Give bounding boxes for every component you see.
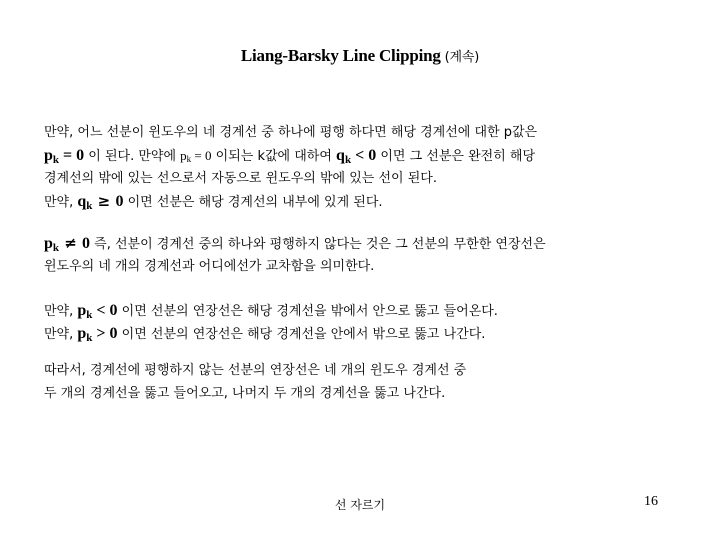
p1-line-2-text-a: 이 된다. 만약에 — [84, 149, 181, 164]
formula-pk-ne-0: $p_k \ne 0$ — [44, 234, 91, 254]
p3-line-1-text: 이면 선분의 연장선은 해당 경계선을 밖에서 안으로 뚫고 들어온다. — [117, 304, 498, 319]
p1-line-4-text-a: 만약, — [44, 195, 78, 210]
p1-line-4 — [44, 190, 684, 213]
p1-line-2-text-b: 이되는 k값에 대하여 — [211, 149, 337, 164]
p1-line-1: 만약, 어느 선분이 윈도우의 네 경계선 중 하나에 평행 하다면 해당 경계선에 대한 p값은 — [44, 125, 538, 140]
p3-line-2-text: 이면 선분의 연장선은 해당 경계선을 안에서 밖으로 뚫고 나간다. — [117, 327, 486, 342]
p1-line-3: 경계선의 밖에 있는 선으로서 자동으로 윈도우의 밖에 있는 선이 된다. — [44, 171, 437, 186]
p4-line-2: 두 개의 경계선을 뚫고 들어오고, 나머지 두 개의 경계선을 뚫고 나간다. — [44, 386, 446, 401]
formula-qk-lt-0: $q_k < 0$ — [336, 147, 377, 166]
formula-qk-ge-0: $q_k \ge 0$ — [77, 192, 124, 212]
p3-line-2: 만약, $p_k > 0$ 이면 선분의 연장선은 해당 경계선을 안에서 밖으로 뚫고 나간다. — [44, 325, 486, 344]
paragraph-conclusion — [44, 359, 684, 405]
formula-pk-eq-0-inline: $p_k = 0$ — [180, 148, 212, 164]
formula-pk-eq-0: $p_k = 0$ — [44, 147, 85, 166]
p1-line-4-text-b: 이면 선분은 해당 경계선의 내부에 있게 된다. — [123, 195, 383, 210]
page-number: 16 — [644, 494, 658, 509]
p4-line-1: 따라서, 경계선에 평행하지 않는 선분의 연장선은 네 개의 윈도우 경계선 중 — [44, 363, 467, 378]
formula-pk-lt-0: $p_k < 0$ — [77, 302, 118, 321]
p1-line-2-text-c: 이면 그 선분은 완전히 해당 — [376, 149, 536, 164]
p2-line-1-text: 즉, 선분이 경계선 중의 하나와 평행하지 않다는 것은 그 선분의 무한한 연장선은 — [90, 237, 546, 252]
slide-title — [0, 46, 720, 66]
paragraph-nonparallel-case — [44, 232, 684, 278]
paragraph-direction-cases — [44, 299, 684, 345]
p2-line-1 — [44, 232, 684, 255]
p3-line-1: 만약, $p_k < 0$ 이면 선분의 연장선은 해당 경계선을 밖에서 안으로 뚫고 들어온다. — [44, 302, 498, 321]
footer-label: 선 자르기 — [334, 498, 386, 512]
slide-title-main: Liang-Barsky Line Clipping — [240, 46, 441, 65]
paragraph-parallel-case — [44, 121, 684, 213]
slide-title-sub: (계속) — [440, 50, 480, 65]
p2-line-2: 윈도우의 네 개의 경계선과 어디에선가 교차함을 의미한다. — [44, 259, 375, 274]
p1-line-2 — [44, 144, 684, 167]
formula-pk-gt-0: $p_k > 0$ — [77, 325, 118, 344]
